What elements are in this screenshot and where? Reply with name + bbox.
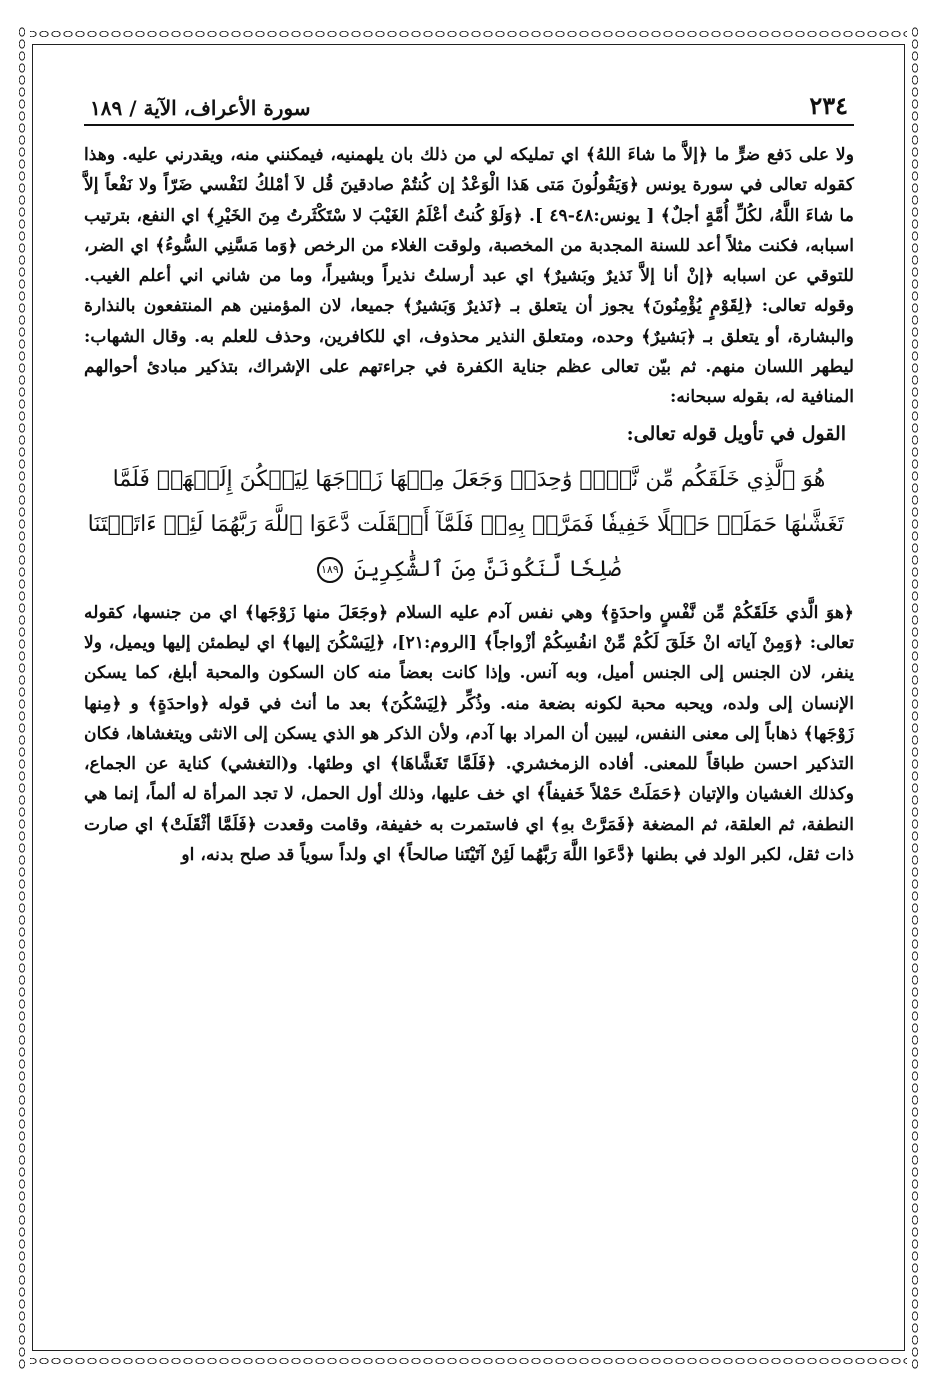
quran-line-3 (94, 547, 844, 592)
section-heading: القول في تأويل قوله تعالى: (626, 422, 846, 445)
ornamental-border-left (14, 26, 30, 1369)
quran-verse (87, 457, 844, 592)
commentary-block-1 (84, 140, 854, 413)
quran-line-2: تَغَشَّىٰهَا حَمَلَتۡ حَمۡلًا خَفِيفٗا فَمَرَّتۡ بِهِۦۖ فَلَمَّآ أَثۡقَلَت دَّعَوَا ٱللَّهَ رَبَّهُمَا لَئِنۡ ءَاتَيۡتَنَا (87, 511, 844, 537)
running-title: سورة الأعراف، الآية / ١٨٩ (90, 96, 311, 120)
paragraph-2: ﴿هوَ الَّذي خَلَقَكُمْ مِّن نَّفْسٍ واحدَةٍ﴾ وهي نفس آدم عليه السلام ﴿وجَعَلَ منها زَوْجَها﴾ اي من جنسها، كقوله تعالى: ﴿وَمِنْ آياته انْ خَلَقَ لَكُمْ مِّنْ انفُسِكُمْ أزْواجاً﴾ [الروم:٢١]، ﴿لِيَسْكُنَ إليها﴾ اي ليطمئن إليها ويميل، ولا ينفر، لان الجنس إلى الجنس أميل، وبه آنس. وإذا كانت بعضاً منه كان السكون والمحبة أبلغ، كما يسكن الإنسان إلى ولده، ويحبه محبة لكونه بضعة منه. وذُكِّر ﴿لِيَسْكُنَ﴾ بعد ما أنث في قوله ﴿واحدَةٍ﴾ و ﴿مِنها زَوْجَها﴾ ذهاباً إلى معنى النفس، ليبين أن المراد بها آدم، ولأن الذكر هو الذي يسكن إلى الانثى ويتغشاها، فكان التذكير احسن طباقاً للمعنى. أفاده الزمخشري. ﴿فَلَمَّا تَغَشَّاهَا﴾ اي وطئها. و(التغشي) كناية عن الجماع، وكذلك الغشيان والإتيان ﴿حَمَلَتْ حَمْلاً خَفيفاً﴾ اي خف عليها، وذلك أول الحمل، لا تجد المرأة له ألماً، إنما هي النطفة، ثم العلقة، ثم المضغة ﴿فَمَرَّتْ بهِ﴾ اي فاستمرت به خفيفة، وقامت وقعدت ﴿فَلَمَّا أثْقَلَتْ﴾ اي صارت ذات ثقل، لكبر الولد في بطنها ﴿دَّعَوا اللَّهَ رَبَّهُما لَئِنْ آتَيْتَنا صالحاً﴾ اي ولداً سوياً قد صلح بدنه، او (84, 602, 854, 866)
ornamental-border-top (14, 26, 923, 42)
ornamental-border-right (907, 26, 923, 1369)
page-number: ٢٣٤ (809, 91, 848, 120)
commentary-block-2 (84, 598, 854, 871)
page-header (84, 80, 854, 126)
paragraph-1: ولا على دَفع ضرٍّ ما ﴿إلاَّ ما شاءَ اللهُ﴾ اي تمليكه لي من ذلك بان يلهمنيه، فيمكنني منه، ويقدرني عليه. وهذا كقوله تعالى في سورة يونس ﴿وَيَقُولُونَ مَتى هَذا الْوَعْدُ إن كُنتُمْ صادقينَ قُل لاَ أمْلكُ لنَفْسي ضَرّاً ولا نَفْعاً إلاَّ ما شاءَ اللَّهُ، لكُلِّ أُمَّةٍ أجلٌ﴾ [ يونس:٤٨-٤٩ ]. ﴿وَلَوْ كُنتُ أعْلَمُ الغَيْبَ لا سْتَكْثَرتُ مِنَ الخَيْرِ﴾ اي النفع، بترتيب اسبابه، فكنت مثلاً أعد للسنة المجدبة من المخصبة، ولوقت الغلاء من الرخص ﴿وَما مَسَّنِي السُّوءُ﴾ اي الضر، للتوقي عن اسبابه ﴿إنْ أنا إلاَّ نَذيرٌ وبَشيرٌ﴾ اي عبد أرسلتُ نذيراً وبشيراً، وما من شاني اني أعلم الغيب. وقوله تعالى: ﴿لِقَوْمٍ يُؤْمِنُونَ﴾ يجوز أن يتعلق بـ ﴿نَذيرٌ وَبَشيرٌ﴾ جميعا، لان المؤمنين هم المنتفعون بالنذارة والبشارة، أو يتعلق بـ ﴿بَشيرٌ﴾ وحده، ومتعلق النذير محذوف، اي للكافرين، وحذف للعلم به. وقال الشهاب: ليطهر اللسان منهم. ثم بيّن تعالى عظم جناية الكفرة في جراءتهم على الإشراك، بتذكير مبادئ أحوالهم المنافية له، بقوله سبحانه: (84, 145, 854, 408)
ayah-number-marker: ١٨٩ (317, 557, 343, 583)
ornamental-border-bottom (14, 1353, 923, 1369)
quran-line-1: هُوَ ٱلَّذِي خَلَقَكُم مِّن نَّفۡسٖ وَٰحِدَةٖ وَجَعَلَ مِنۡهَا زَوۡجَهَا لِيَسۡكُنَ إِلَيۡهَاۖ فَلَمَّا (112, 466, 826, 492)
quran-line-3-text: صَٰلِحٗا لَّنَكُونَنَّ مِنَ ٱلشَّٰكِرِينَ (353, 556, 622, 582)
page-content (84, 80, 854, 870)
